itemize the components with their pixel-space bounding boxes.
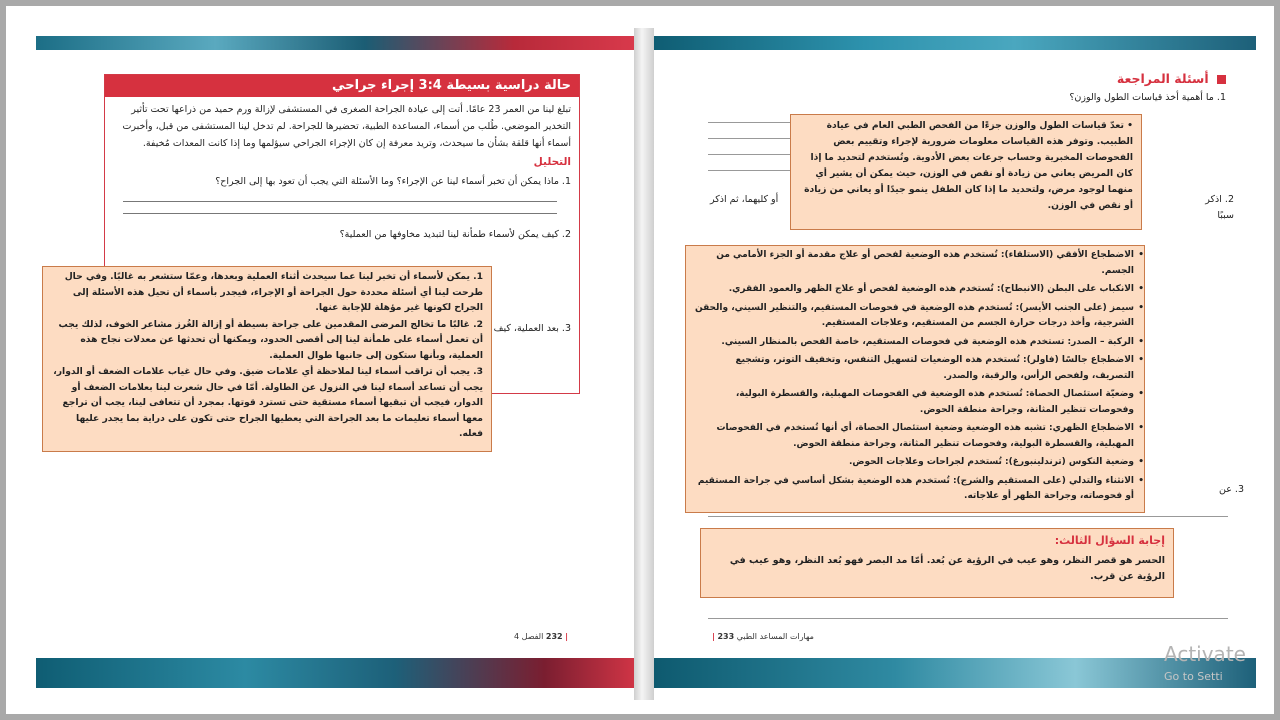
review-question-1: 1. ما أهمية أخذ قياسات الطول والوزن؟ xyxy=(1069,92,1226,103)
position-item: • وضعيّة استئصال الحصاة: تُستخدم هذه الوضعية في الفحوصات المهبلية، والقسطرة البولية، وفحوصات تنظير المثانة، وجراحة منطقة الحوض. xyxy=(692,387,1134,418)
answer-lines xyxy=(708,122,798,186)
answer-line xyxy=(708,516,1228,517)
page-number: 232 xyxy=(545,632,563,641)
case-study-body xyxy=(105,97,579,243)
right-page xyxy=(654,28,1256,700)
top-decor-band xyxy=(36,36,634,50)
position-item: • وضعية النكوس (ترندلينبورغ): تُستخدم لجراحات وعلاجات الحوض. xyxy=(692,455,1134,471)
left-page xyxy=(36,28,634,700)
answer-item-2: 2. غالبًا ما تخالج المرضى المقدمين على جراحة بسيطة أو إزالة الغُرز مشاعر الخوف، لذلك يجب أن تعمل أسماء على طمأنة لينا إلى أقصى الحدود، ويمكنها أن تحدثها عن معدلات نجاح هذه العملية، وبأنها ستكون إلى جانبها طوال العملية. xyxy=(58,318,483,361)
question-1: 1. ماذا يمكن أن تخبر أسماء لينا عن الإجراء؟ وما الأسئلة التي يجب أن تعود بها إلى الجراح؟ xyxy=(215,176,571,187)
viewer-frame xyxy=(6,6,1274,714)
answer-bullet: • xyxy=(1123,120,1133,131)
answer-box-question-3 xyxy=(700,528,1174,598)
position-item: • الاضطجاع جالسًا (فاولر): تُستخدم هذه الوضعيات لتسهيل التنفس، وتخفيف التوتر، وتشجيع التصريف، ولفحص الرأس، والرقبة، والصدر. xyxy=(692,353,1134,384)
analysis-heading: التحليل xyxy=(533,156,571,168)
review-title-text: أسئلة المراجعة xyxy=(1116,71,1209,86)
answer-item-3: 3. يجب أن تراقب أسماء لينا لملاحظة أي علامات ضيق. وفي حال غياب علامات الضعف أو الدوار، يجب أن تساعد أسماء لينا في النزول عن الطاولة. أمّا في حال شعرت لينا بعلامات الضعف أو الدوار، فيجب أن تبقيها أسماء مستقية حتى تسترد قوتها. بمجرد أن تتعافى لينا، يجب أن تراجع معها أسماء تعليمات ما بعد الجراحة التي يعطيها الجراح حتى تكون على دراية بما يجدر عليها فعله. xyxy=(53,366,483,439)
position-item: • الانثناء والتدلي (على المستقيم والشرج): تُستخدم هذه الوضعية بشكل أساسي في جراحة المستقيم أو فحوصاته، وجراحة الظهر أو علاجاته. xyxy=(692,474,1134,505)
page-footer-right: مهارات المساعد الطبي 233 | xyxy=(712,632,814,641)
review-question-2: 2. اذكر xyxy=(1205,194,1234,205)
case-study-text: تبلغ لينا من العمر 23 عامًا. أتت إلى عيادة الجراحة الصغرى في المستشفى لإزالة ورم حميد من ذراعها تحت تأثير التخدير الموضعي. طُلب من أسماء، المساعدة الطبية، تحضيرها للجراحة. لم تدخل لينا المستشفى من قبل، وأخبرت أسماء أنها قلقة بشأن ما سيحدث، وتريد معرفة إن كان الإجراء الجراحي سيؤلمها وما إذا كانت المعدات مُخيفة. xyxy=(122,104,571,149)
position-item: • الانكباب على البطن (الانبطاح): تُستخدم هذه الوضعية لفحص أو علاج الظهر والعمود الفقري. xyxy=(692,282,1134,298)
footer-text: مهارات المساعد الطبي xyxy=(736,632,814,641)
position-item: • سيمز (على الجنب الأيسر): تُستخدم هذه الوضعية في فحوصات المستقيم، والتنظير السيني، والحقن الشرجية، وأخذ درجات حرارة الجسم من المستقيم، وعلاجات المستقيم. xyxy=(692,301,1134,332)
position-item: • الاضطجاع الأفقي (الاستلقاء): تُستخدم هذه الوضعية لفحص أو علاج مقدمة أو الجزء الأمامي من الجسم. xyxy=(692,248,1134,279)
position-item: • الركبة – الصدر: تستخدم هذه الوضعية في فحوصات المستقيم، خاصة الفحص بالمنظار السيني. xyxy=(692,335,1134,351)
answer-line xyxy=(708,618,1228,619)
footer-text: الفصل 4 xyxy=(514,632,544,641)
activate-watermark: Activate xyxy=(1164,642,1246,666)
activate-watermark-sub: Go to Setti xyxy=(1164,670,1223,683)
position-item: • الاضطجاع الظهري: تشبه هذه الوضعية وضعية استئصال الحصاة، أي أنها تُستخدم في الفحوصات المهبلية، والقسطرة البولية، وفحوصات تنظير المثانة، وجراحة منطقة الحوض. xyxy=(692,421,1134,452)
review-questions-title xyxy=(1117,71,1226,86)
question-3: 3. بعد العملية، كيف xyxy=(493,323,571,334)
review-question-2-side: أو كليهما، ثم اذكر xyxy=(710,194,779,205)
answer-line xyxy=(123,201,557,202)
review-question-3: 3. عن xyxy=(1219,484,1244,495)
answer-box-question-1 xyxy=(790,114,1142,230)
review-question-2-tail: سببًا xyxy=(1217,210,1234,221)
answer-3-text: الحسر هو قصر النظر، وهو عيب في الرؤية عن بُعد. أمّا مد البصر فهو بُعد النظر، وهو عيب في الرؤية عن قرب. xyxy=(729,555,1165,582)
bottom-decor-band xyxy=(36,658,634,688)
answer-box-case-study xyxy=(42,266,492,452)
question-2: 2. كيف يمكن لأسماء طمأنة لينا لتبديد مخاوفها من العملية؟ xyxy=(339,229,571,240)
page-gutter xyxy=(634,28,654,700)
page-footer-left: | 232 الفصل 4 xyxy=(514,632,569,641)
answer-line xyxy=(123,213,557,214)
answer-box-positions xyxy=(685,245,1145,513)
section-square-icon xyxy=(1217,75,1226,84)
answer-3-title: إجابة السؤال الثالث: xyxy=(1054,534,1165,547)
answer-1-text: تعدّ قياسات الطول والوزن جزءًا من الفحص الطبي العام في عيادة الطبيب. وتوفر هذه القياسات معلومات ضرورية لإجراء وتقييم بعض الفحوصات المخبرية وحساب جرعات بعض الأدوية. وتُستخدم لتحديد ما إذا كان المريض يعاني من زيادة أو نقص في الوزن، حيث يمكن أن يشير أي منهما لوجود مرض، ولتحديد ما إذا كان الطفل ينمو جيدًا أو يعاني من زيادة أو نقص في الوزن. xyxy=(804,120,1133,211)
top-decor-band xyxy=(654,36,1256,50)
case-study-title: حالة دراسية بسيطة 3:4 إجراء جراحي xyxy=(105,75,579,97)
answer-item-1: 1. يمكن لأسماء أن تخبر لينا عما سيحدث أثناء العملية وبعدها، وعمّا ستشعر به غالبًا. وفي حال طرحت لينا أي أسئلة محددة حول الجراحة أو الإجراء، فيجدر بأسماء أن تحيل هذه الأسئلة إلى الجراح لكونها غير مؤهلة للإجابة عنها. xyxy=(64,271,483,313)
page-number: 233 xyxy=(717,632,735,641)
